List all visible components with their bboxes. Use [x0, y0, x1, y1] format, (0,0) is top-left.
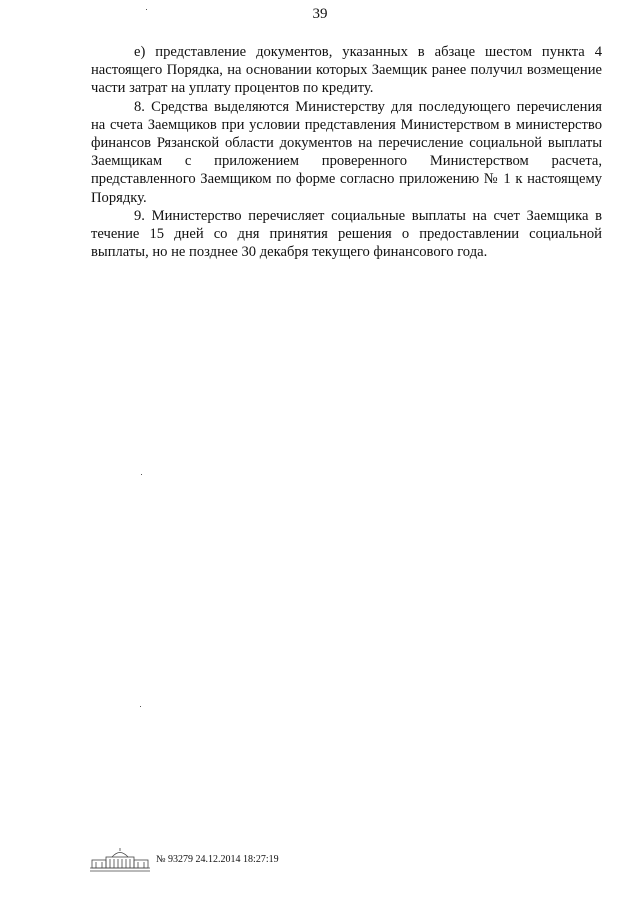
- registration-stamp-text: № 93279 24.12.2014 18:27:19: [156, 854, 279, 865]
- document-body: [91, 43, 602, 261]
- government-building-emblem-icon: [88, 847, 152, 873]
- scan-speck: [146, 9, 147, 10]
- scan-speck: [141, 474, 142, 475]
- paragraph-item-8: 8. Средства выделяются Министерству для последующего перечисления на счета Заемщиков при условии представления Министерством в министерство финансов Рязанской области документов на перечисление социальной выплаты Заемщикам с приложением проверенного Министерством расчета, представленного Заемщиком по форме согласно приложению № 1 к настоящему Порядку.: [91, 98, 602, 206]
- paragraph-item-9: 9. Министерство перечисляет социальные выплаты на счет Заемщика в течение 15 дней со дня принятия решения о предоставлении социальной выплаты, но не позднее 30 декабря текущего финансового года.: [91, 207, 602, 261]
- paragraph-item-e: е) представление документов, указанных в абзаце шестом пункта 4 настоящего Порядка, на основании которых Заемщик ранее получил возмещение части затрат на уплату процентов по кредиту.: [91, 44, 602, 97]
- scan-speck: [140, 706, 141, 707]
- footer-stamp: [88, 847, 348, 873]
- page-number: 39: [312, 6, 328, 22]
